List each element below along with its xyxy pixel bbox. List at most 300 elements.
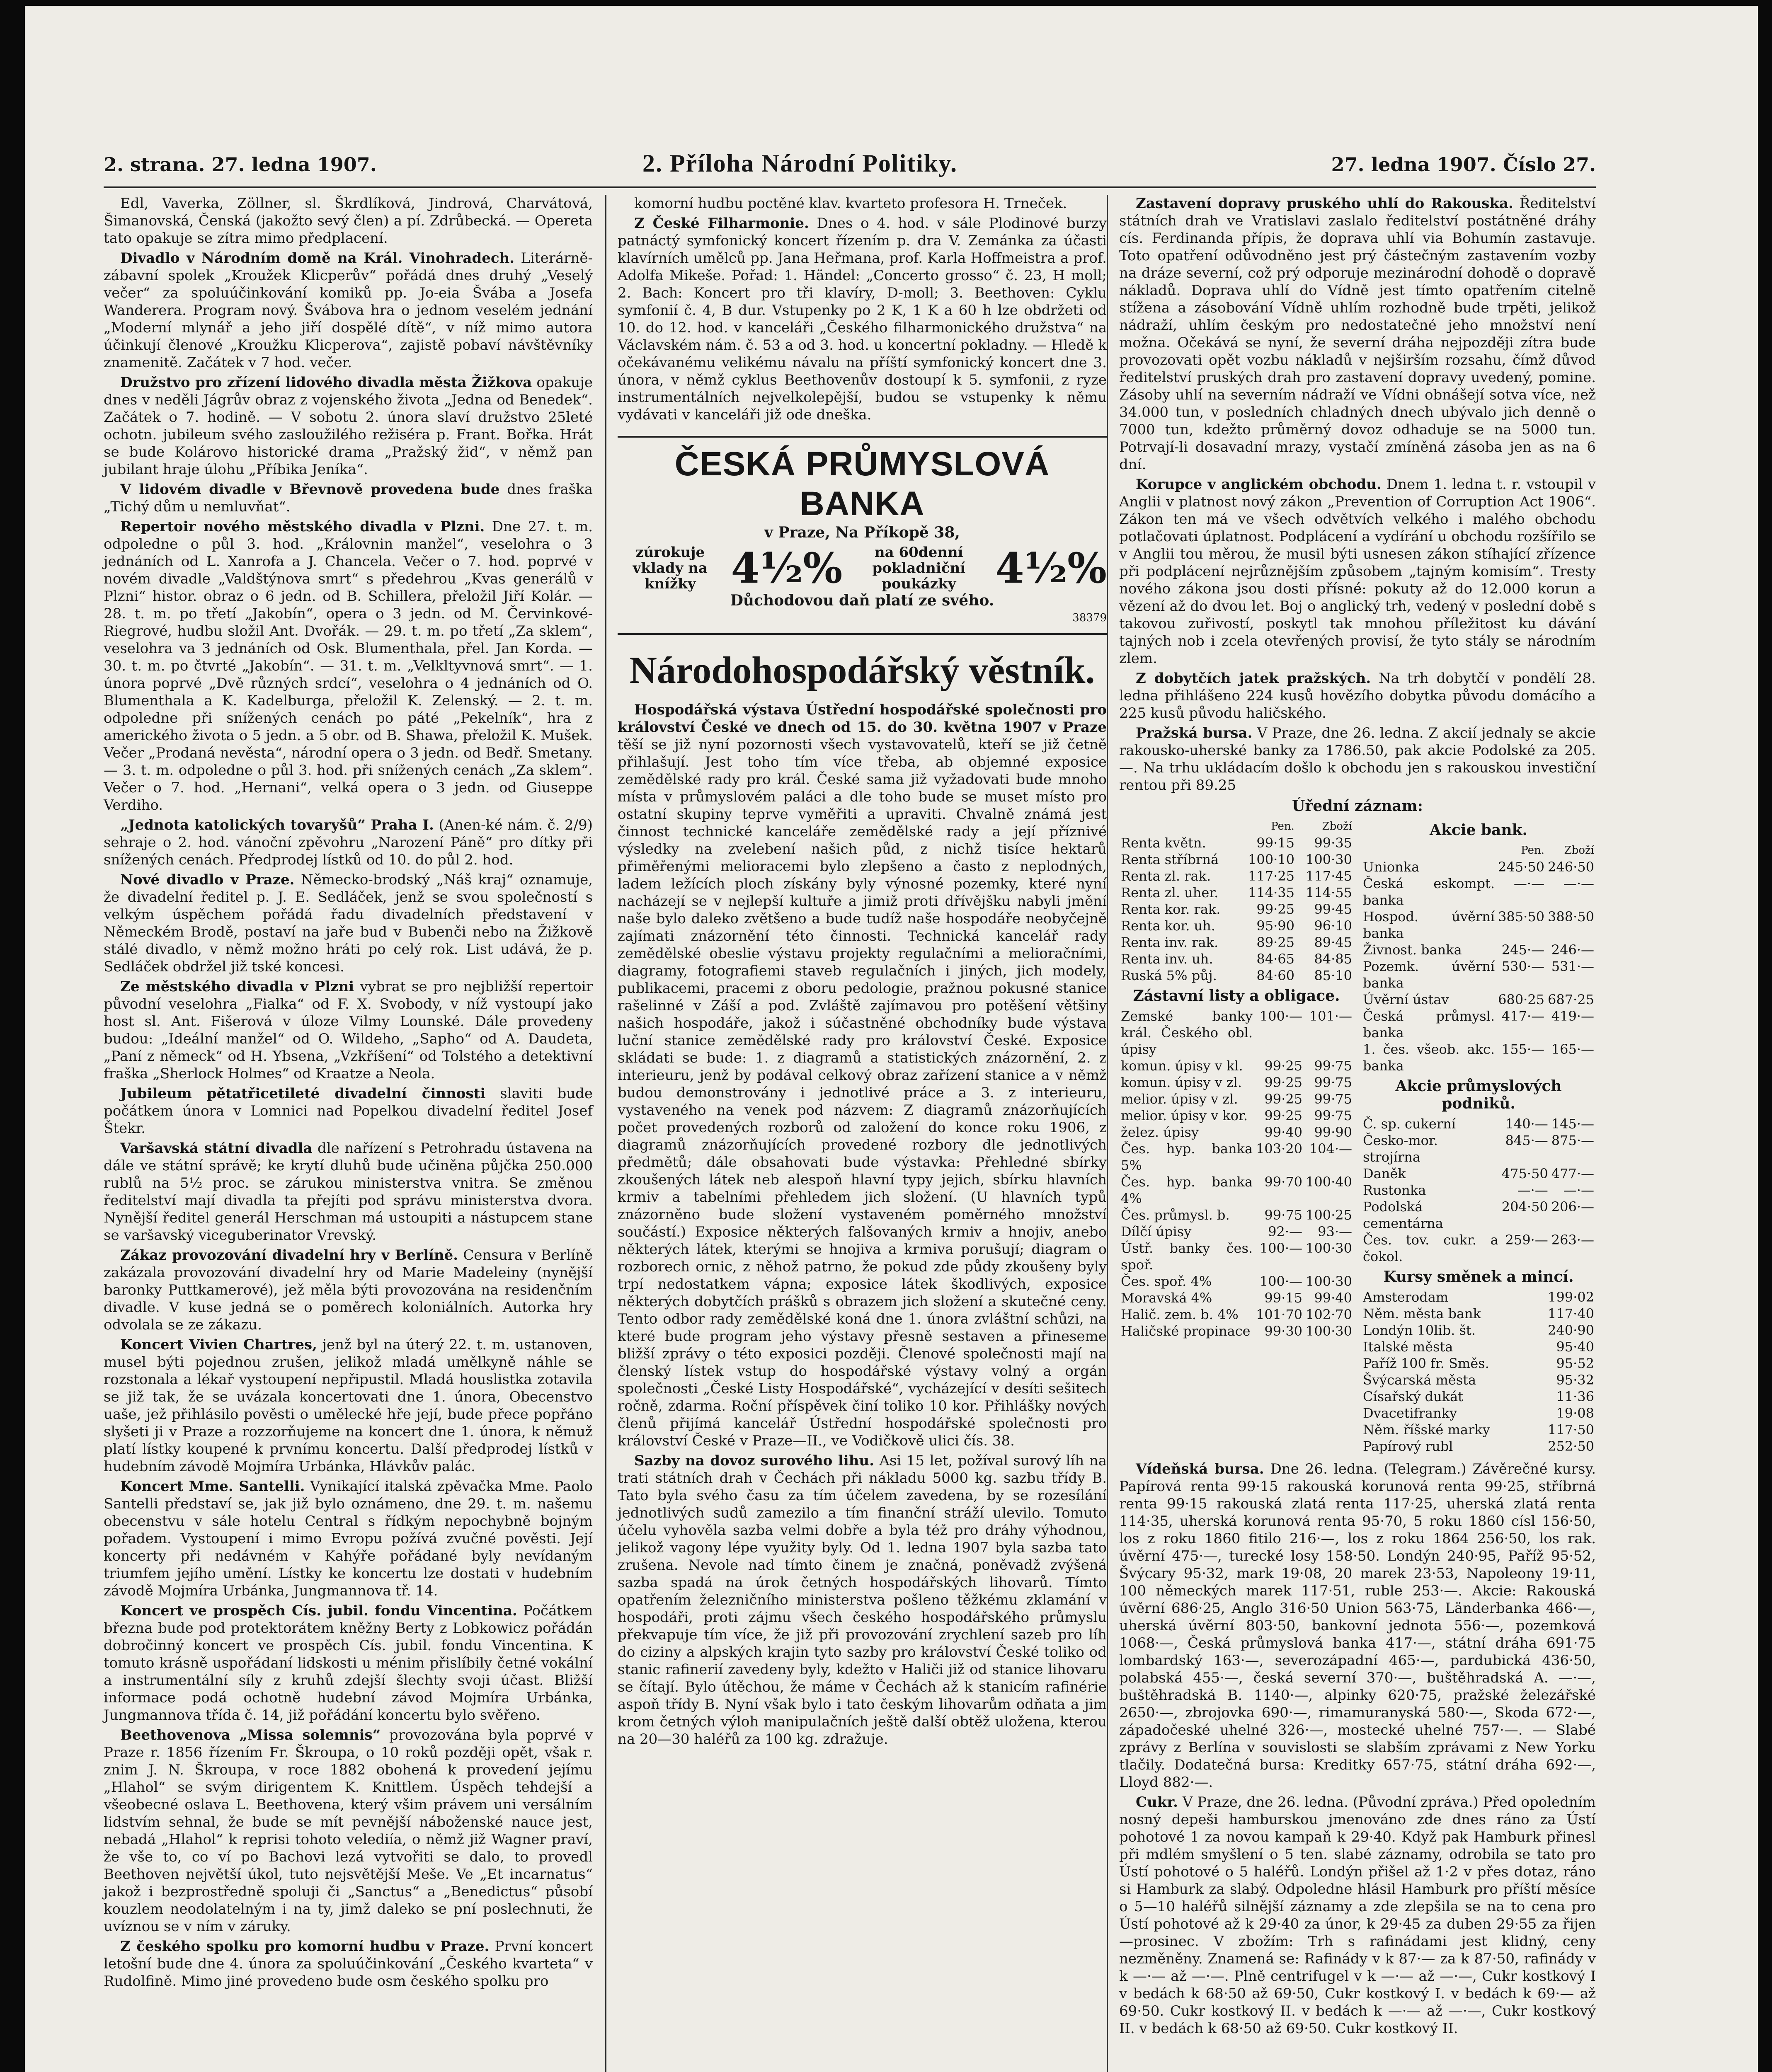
quote-value: 99·70 xyxy=(1264,1174,1303,1190)
quote-value: 99·90 xyxy=(1314,1124,1352,1140)
quote-value: 100·30 xyxy=(1306,1240,1352,1256)
section-title: Národohospodářský věstník. xyxy=(629,649,1095,691)
article-paragraph xyxy=(104,871,593,975)
quote-row xyxy=(1119,1107,1354,1124)
quote-value: 99·25 xyxy=(1256,901,1294,917)
article-text: V Praze, dne 26. ledna. Z akcií jednaly se akcie rakousko-uherské banky za 1786.50, pak akcie Podolské za 205.—. Na trhu ukládacím došlo k obchodu jen s rakouskou investiční rentou při 89.25 xyxy=(1119,725,1596,794)
quote-label: Česká eskompt. banka xyxy=(1363,876,1495,908)
bank-notes-label: na 60denní pokladniční poukázky xyxy=(872,544,966,592)
quote-label: 1. čes. všeob. akc. banka xyxy=(1363,1041,1495,1074)
article-paragraph xyxy=(1119,195,1596,473)
article-heading: Jubileum pětatřicetileté divadelní činnosti xyxy=(120,1085,486,1102)
quotes-header-cell xyxy=(1119,818,1239,835)
quotes-right-table xyxy=(1361,842,1596,1074)
quote-label: Hospod. úvěrní banka xyxy=(1363,909,1495,941)
quote-row xyxy=(1361,1232,1596,1265)
quote-label: komun. úpisy v zl. xyxy=(1121,1075,1242,1090)
quote-value: 102·70 xyxy=(1306,1307,1352,1322)
bank-title: ČESKÁ PRŮMYSLOVÁ BANKA xyxy=(674,445,1050,523)
quote-row xyxy=(1119,917,1354,934)
quote-label: Císařský dukát xyxy=(1363,1389,1463,1404)
quote-row xyxy=(1361,1305,1596,1322)
quote-row xyxy=(1361,1405,1596,1421)
quotes-header-cell: Zboží xyxy=(1564,844,1594,857)
quote-row xyxy=(1119,868,1354,884)
quote-row xyxy=(1119,1091,1354,1107)
bourse-quotes xyxy=(1119,818,1596,1455)
bank-rate-1: 4½% xyxy=(731,544,843,593)
article-heading: Korupce v anglickém obchodu. xyxy=(1136,476,1382,493)
article-heading: Koncert Vivien Chartres, xyxy=(120,1336,317,1353)
article-text: Asi 15 let, požíval surový líh na trati státních drah v Čechách při nákladu 5000 kg. sazbu třídy B. Tato byla svého času za tím účelem zavedena, by se rozesílání jednotlivých sudů zamezilo a tím finanční stráží ulevilo. Tomuto účelu vyhověla sazba velmi dobře a byla též pro dráhy výhodnou, jelikož vagony lépe využity byly. Od 1. ledna 1907 byla sazba tato zrušena. Nevole nad tímto činem je značná, poněvadž zvýšená sazba spadá na úrok četných hospodářských lihovarů. Tímto opatřením železničního ministerstva pošleno těžkému zklamání v hospodáři, proti zájmu všech českého hospodářského průmyslu překvapuje tím více, že již při provozování zrychlení sazeb pro líh do ciziny a alpských krajin tyto sazby pro království České toliko od stanic rafinerií zavedeny byly, kdežto v Haliči již od stanice lihovaru se čítají. Bylo útěchou, že máme v Čechách až k stanicím rafinérie aspoň třídy B. Nyní však bylo i tato českým lihovarům odňata a jim krom četných výloh manipulačních ještě další obtěž uložena, kterou na 20—30 haléřů za 100 kg. zdražuje. xyxy=(618,1452,1107,1748)
quote-value: 145·— xyxy=(1551,1116,1594,1132)
quotes-right xyxy=(1361,818,1596,1455)
quote-value: 117·50 xyxy=(1548,1422,1594,1438)
quote-row xyxy=(1119,1290,1354,1306)
quote-row xyxy=(1119,851,1354,868)
quote-label: Renta kor. rak. xyxy=(1121,901,1221,917)
quote-label: Amsterodam xyxy=(1363,1289,1449,1305)
article-paragraph xyxy=(104,1247,593,1334)
quotes-right3-table xyxy=(1361,1289,1596,1455)
article-heading: Hospodářská výstava Ústřední hospodářské společnosti pro království České ve dnech od 15. do 30. května 1907 v Praze xyxy=(618,702,1107,736)
quote-label: Italské města xyxy=(1363,1339,1453,1355)
bank-code: 38379 xyxy=(1072,612,1107,624)
quote-value: 92·— xyxy=(1268,1224,1303,1239)
article-text: První koncert letošní bude dne 4. února za spoluúčinkování „Českého kvarteta“ v Rudolfině. Mimo jiné provedeno bude osm českého spolku pro xyxy=(104,1938,593,1990)
quotes-left xyxy=(1119,818,1354,1455)
article-text: Dne 26. ledna. (Telegram.) Závěrečné kursy. Papírová renta 99·15 rakouská korunová renta 99·25, stříbrná renta 99·15 rakouská zlatá renta 117·25, uherská zlatá renta 114·35, uherská korunová renta 95·70, 5 roku 1860 císl 156·50, los z roku 1860 fitilo 216·—, los z roku 1864 256·50, los rak. úvěrní 475·—, turecké losy 158·50. Londýn 240·95, Paříž 95·52, Švýcary 95·32, mark 19·08, 20 marek 23·53, Napoleony 19·11, 100 německých marek 117·51, ruble 253·—. Akcie: Rakouská úvěrní 686·25, Anglo 316·50 Union 563·75, Länderbanka 466·—, uherská úvěrní 803·50, bankovní jednota 556·—, pozemková 1068·—, Česká průmyslová banka 417·—, státní dráha 691·75 lombardský 163·—, severozápadní 465·—, pardubická 436·50, polabská 455·—, česká severní 370·—, buštěhradská A. —·—, buštěhradská B. 1140·—, alpinky 620·75, pražské železářské 2650·—, zbrojovka 690·—, rimamuranyská 580·—, Skoda 672·—, západočeské uhelné 326·—, mostecké uhelné 757·—. — Slabé zprávy z Berlína v souvislosti se slabším zprávami z New Yorku tlačily. Dodatečná bursa: Kreditky 657·75, státní dráha 692·—, Lloyd 882·—. xyxy=(1119,1461,1596,1791)
article-text: jenž byl na úterý 22. t. m. ustanoven, musel býti pojednou zrušen, jelikož mladá umělkyně náhle se rozstonala a lékař vystoupení nepřipustil. Mladá houslistka zotavila se již tak, že se uvázala koncertovati dne 1. února, Obecenstvo uaše, jež přihlásilo pověsti o umělecké hře její, bude přece popřáno slyšeti ji v Praze a rozzorňujeme na koncert dne 1. února, k němuž platí lístky koupené k prvnímu koncertu. Další předprodej lístků v hudebním závodě Mojmíra Urbánka, Hlávkův palác. xyxy=(104,1336,593,1475)
quote-label: Švýcarská města xyxy=(1363,1372,1476,1388)
quote-row xyxy=(1361,1116,1596,1132)
quote-value: —·— xyxy=(1563,1182,1594,1198)
quote-row xyxy=(1119,1223,1354,1240)
article-text: Německo-brodský „Náš kraj“ oznamuje, že divadelní ředitel p. J. E. Sedláček, jenž se svou společností s velkým úspěchem pořádá řadu divadelních představení v Německém Brodě, postaví na jaře bud v Bubenči nebo na Žižkově stálé divadlo, v němž možno hráti po celý rok. List udává, že p. Sedláček obdržel již tské koncesi. xyxy=(104,871,593,975)
quote-value: 99·25 xyxy=(1264,1075,1303,1090)
quote-value: 101·— xyxy=(1309,1008,1352,1024)
quote-label: melior. úpisy v kor. xyxy=(1121,1108,1248,1123)
quote-value: 530·— xyxy=(1501,959,1545,974)
article-heading: Beethovenova „Missa solemnis“ xyxy=(120,1727,381,1743)
article-paragraph xyxy=(1119,1794,1596,2037)
article-paragraph xyxy=(1119,724,1596,794)
quotes-header-cell: Pen. xyxy=(1521,844,1545,857)
quote-value: 11·36 xyxy=(1556,1389,1594,1404)
col3-end-articles xyxy=(1119,1460,1596,2037)
quotes-header-row xyxy=(1119,818,1354,835)
quote-label: Česká průmysl. banka xyxy=(1363,1008,1495,1041)
header-center: 2. Příloha Národní Politiky. xyxy=(642,150,958,177)
column-divider xyxy=(605,195,606,2072)
quote-label: Podolská cementárna xyxy=(1363,1199,1443,1231)
quote-value: 680·25 xyxy=(1498,992,1545,1007)
column-theatre-news xyxy=(104,195,593,1992)
quote-value: 259·— xyxy=(1505,1232,1548,1248)
quote-row xyxy=(1361,1008,1596,1041)
quote-row xyxy=(1361,1421,1596,1438)
quote-label: Renta zl. rak. xyxy=(1121,868,1211,884)
article-paragraph xyxy=(104,1336,593,1475)
article-paragraph xyxy=(104,1726,593,1935)
quote-label: Dvacetifranky xyxy=(1363,1405,1457,1421)
column-economy xyxy=(618,195,1107,1750)
quote-row xyxy=(1361,958,1596,991)
article-text: Vynikající italská zpěvačka Mme. Paolo Santelli představí se, jak již bylo oznámeno, dne 29. t. m. našemu obecenstvu v sále hotelu Central s řídkým nepochybně bojným pořadem. Vystoupení i mimo Evropu požívá zvučné pověsti. Její koncerty při nedávném v Kahýře pořádané byly nevídaným triumfem jejího umění. Lístky ke koncertu lze dostati v hudebním závodě Mojmíra Urbánka, Jungmannova tř. 14. xyxy=(104,1478,593,1599)
quote-row xyxy=(1361,908,1596,942)
quote-label: melior. úpisy v zl. xyxy=(1121,1091,1238,1107)
quote-label: Renta kor. uh. xyxy=(1121,918,1215,934)
quote-label: Živnost. banka xyxy=(1363,942,1462,958)
article-text: Na trh dobytčí v pondělí 28. ledna přihlášeno 224 kusů hovězího dobytka původu domácího a 225 kusů původu haličského. xyxy=(1119,670,1596,721)
quote-value: 417·— xyxy=(1501,1008,1545,1024)
article-heading: Cukr. xyxy=(1136,1794,1178,1811)
quote-value: 100·— xyxy=(1259,1008,1303,1024)
quote-label: Halič. zem. b. 4% xyxy=(1121,1307,1239,1322)
quote-row xyxy=(1361,1339,1596,1355)
quotes-header-cell: Zboží xyxy=(1322,820,1352,833)
article-text: Edl, Vaverka, Zöllner, sl. Škrdlíková, Jindrová, Charvátová, Šimanovská, Čenská (jakožto sevý člen) a pí. Zdrůbecká. — Opereta tato opakuje se zítra mimo předplacení. xyxy=(104,195,593,247)
quote-value: 475·50 xyxy=(1501,1166,1548,1181)
quote-value: 95·40 xyxy=(1556,1339,1594,1355)
quote-row xyxy=(1361,1322,1596,1339)
quote-value: —·— xyxy=(1563,876,1594,891)
quote-row xyxy=(1361,1355,1596,1372)
quote-label: Ruská 5% půj. xyxy=(1121,968,1217,983)
quote-value: 100·30 xyxy=(1306,1273,1352,1289)
quote-label: Renta zl. uher. xyxy=(1121,885,1219,900)
quote-row xyxy=(1119,1273,1354,1290)
article-text: opakuje dnes v neděli Jágrův obraz z vojenského života „Jedna od Benedek“. Začátek o 7. hodině. — V sobotu 2. února slaví družstvo 25leté ochotn. jubileum svého zasloužilého režiséra p. Frant. Bořka. Hrát se bude Kolárovo historické drama „Pražský žid“, v němž pan jubilant hraje úlohu „Příbika Jeníka“. xyxy=(104,374,593,478)
quote-label: Č. sp. cukerní xyxy=(1363,1116,1456,1132)
quote-value: 99·25 xyxy=(1264,1058,1303,1074)
quote-value: 99·40 xyxy=(1264,1124,1303,1140)
article-text: těší se již nyní pozornosti všech vystavovatelů, kteří se již četně přihlašují. Jest toho tím více třeba, ab objemné exposice zemědělské rady pro král. České sama již vyžadovati bude mnoho místa v průmyslovém paláci a dle toho bude se muset místo pro ostatní skupiny teprve vyměřiti a upraviti. Chvalně známá jest činnost technické kanceláře zemědělské rady a její příznivé výsledky na zvelebení našich půd, z nichž tisíce hektarů přiměřenými melioracemi bylo zlepšeno a často z neplodných, ladem ležících ploch získány byly výnosné pozemky, které nyní nacházejí se v nejlepší kultuře a jimiž proti dřívějšku nabyli jmění naše bylo daleko zvětšeno a bude tudíž naše hospodáře neobyčejně zajímati znázornění této činnosti. Technická kancelář rady zemědělské obeslie výstavu projekty regulačními a melioračními, diagramy, fotografiemi staveb regulačních i jiných, jich modely, publikacemi, pracemi z oboru pedologie, pražnou pokusné stanice rašelinné v Záší a pod. Zvláště zajímavou pro potěšení většiny našich hospodáře, jakož i súčastněné obchodníky bude výstava luční stanice zemědělské rady pro království České. Exposice skládati se bude: 1. z diagramů a statistických znázornění, 2. z interieuru, jenž by podával celkový obraz zařízení stanice a v němž budou demonstrovány i jednotlivé práce a 3. z interieuru, vystaveného na venek pod názvem: Z diagramů znázorňujících počet provedených rozborů od založení do konce roku 1906, z diagramů znázorňujících provedené rozbory dle jednotlivých předmětů; dále obsahovati bude výstavka: Přehledné sbírky zkoušených látek neb alespoň hlavní typy jejich, sbírku hlavních krmiv a tabelními přehledem jich složení. (U hlavních typů znázorněno bude složení vystaveném poměrného množství součástí.) Exposice některých falšovaných krmiv a hnojiv, anebo některých látek, kterými se hnojiva a krmiva porušují; diagram o rozborech ornic, z něhož patrno, že pokud zde půdy zkoušeny byly trpí nedostatkem vápna; exposice látek škodlivých, exposice některých dobytčích prášků s obrazem jich složení a skutečné ceny. Tento odbor rady zemědělské koná dne 1. února zvláštní schůzi, na které bude program jeho výstavy přesně sestaven a přineseme bližší zprávy o této exposici později. Členové společnosti mají na členský lístek vstup do hospodářské výstavy volný a orgán společnosti „České Listy Hospodářské“, vycházející v desíti sešitech ročně, zdarma. Roční příspěvek činí toliko 10 kor. Přihlášky nových členů přijímá kancelář Ústřední hospodářské společnosti pro království České v Praze—II., ve Vodičkově ulici čís. 38. xyxy=(618,736,1107,1449)
quote-row xyxy=(1119,835,1354,851)
quote-value: 89·25 xyxy=(1256,934,1294,950)
quote-label: Ústř. banky čes. spoř. xyxy=(1121,1240,1253,1273)
article-text: Dnes o 4. hod. v sále Plodinové burzy patnáctý symfonický koncert řízením p. dra V. Zemánka za účasti klavírních umělců pp. Jana Heřmana, prof. Karla Hoffmeistra a prof. Adolfa Mikeše. Pořad: 1. Händel: „Concerto grosso“ č. 23, H moll; 2. Bach: Koncert pro tři klavíry, D-moll; 3. Beethoven: Cyklu symfonií č. 4, B dur. Vstupenky po 2 K, 1 K a 60 h lze obdržeti od 10. do 12. hod. v kanceláři „Českého filharmonického družstva“ na Václavském nám. č. 53 a od 3. hod. u koncertní pokladny. — Hledě k očekávanému velikému návalu na příští symfonický koncert dne 3. února, v němž cyklus Beethovenův dostoupí k 5. symfonii, z ryze instrumentálních nejvelkolepější, budou se vstupenky k němu vydávati v kanceláři již ode dneška. xyxy=(618,215,1107,423)
quote-value: 100·40 xyxy=(1306,1174,1352,1190)
quote-label: Moravská 4% xyxy=(1121,1290,1212,1306)
quotes-header-row xyxy=(1361,842,1596,859)
quote-row xyxy=(1119,967,1354,984)
bank-address: v Praze, Na Příkopě 38, xyxy=(764,524,960,541)
quote-value: 140·— xyxy=(1505,1116,1548,1132)
quote-label: Něm. říšské marky xyxy=(1363,1422,1490,1438)
quote-row xyxy=(1119,1124,1354,1140)
quote-row xyxy=(1361,1041,1596,1074)
quote-value: 165·— xyxy=(1551,1041,1594,1057)
quote-value: 100·— xyxy=(1259,1273,1303,1289)
quote-value: 99·40 xyxy=(1314,1290,1352,1306)
quote-value: 117·45 xyxy=(1306,868,1352,884)
quote-row xyxy=(1119,901,1354,917)
article-heading: Z dobytčích jatek pražských. xyxy=(1136,670,1371,687)
quote-label: želez. úpisy xyxy=(1121,1124,1199,1140)
quote-value: 100·10 xyxy=(1248,852,1294,867)
quote-value: 99·75 xyxy=(1314,1108,1352,1123)
quote-value: 93·— xyxy=(1318,1224,1352,1239)
quote-row xyxy=(1119,1174,1354,1207)
article-heading: Sazby na dovoz surového lihu. xyxy=(634,1452,874,1469)
article-heading: Z českého spolku pro komorní hudbu v Praze. xyxy=(120,1938,490,1955)
quote-value: 85·10 xyxy=(1314,968,1352,983)
quote-value: 477·— xyxy=(1551,1166,1594,1181)
quote-label: Rustonka xyxy=(1363,1182,1426,1198)
quote-label: Zemské banky král. Českého obl. úpisy xyxy=(1121,1008,1253,1057)
article-paragraph xyxy=(104,481,593,516)
quote-label: Dílčí úpisy xyxy=(1121,1224,1192,1239)
quote-label: Čes. spoř. 4% xyxy=(1121,1273,1212,1289)
article-heading: Zákaz provozování divadelní hry v Berlíně. xyxy=(120,1247,458,1264)
quote-value: 117·25 xyxy=(1248,868,1294,884)
quote-value: 99·15 xyxy=(1256,835,1294,851)
article-heading: „Jednota katolických tovaryšů“ Praha I. xyxy=(120,817,434,833)
article-text: Počátkem března bude pod protektorátem kněžny Berty z Lobkowicz pořádán dobročinný koncert ve prospěch Cís. jubil. fondu Vincentina. K tomuto krásně uspořádaní lidskosti u ménim přislíbily četné vokální a instrumentální síly z kruhů zdejší šlechty svoji účast. Bližší informace podá ochotně hudební závod Mojmíra Urbánka, Jungmannova třída č. 14, již pořádání koncertu bylo svěřeno. xyxy=(104,1602,593,1723)
quote-value: 100·— xyxy=(1259,1240,1303,1256)
article-heading: Vídeňská bursa. xyxy=(1136,1461,1264,1477)
quote-label: Čes. tov. cukr. a čokol. xyxy=(1363,1232,1498,1264)
article-heading: Divadlo v Národním domě na Král. Vinohradech. xyxy=(120,250,515,266)
article-heading: Koncert Mme. Santelli. xyxy=(120,1478,305,1495)
col2-articles xyxy=(618,701,1107,1748)
bank-advertisement xyxy=(618,436,1107,635)
quote-value: 99·15 xyxy=(1264,1290,1303,1306)
quote-value: 84·85 xyxy=(1314,951,1352,967)
header-left: 2. strana. 27. ledna 1907. xyxy=(104,153,377,176)
quote-row xyxy=(1119,934,1354,951)
article-paragraph xyxy=(104,1938,593,1990)
quote-label: Něm. města bank xyxy=(1363,1306,1481,1322)
article-heading: Zastavení dopravy pruského uhlí do Rakouska. xyxy=(1136,195,1513,212)
quote-row xyxy=(1361,1372,1596,1388)
bank-note: Důchodovou daň platí ze svého. xyxy=(730,592,994,609)
quotes-left2-table xyxy=(1119,1008,1354,1339)
quote-value: 419·— xyxy=(1551,1008,1594,1024)
quote-value: 252·50 xyxy=(1548,1438,1594,1454)
quote-value: 687·25 xyxy=(1548,992,1594,1007)
quote-label: Papírový rubl xyxy=(1363,1438,1453,1454)
article-text: Dne 27. t. m. odpoledne o půl 3. hod. „Královnin manžel“, veselohra o 3 jednáních od L. Xanrofa a J. Chancela. Večer o 7. hod. poprvé v novém divadle „Valdštýnova smrt“ s předehrou „Kvas generálů v Plzni“ histor. obraz o 6 jedn. od B. Schillera, přeložil Jiří Kolár. — 28. t. m. po třetí „Jakobín“, opera o 3 jedn. od M. Červinkové-Riegrové, hudbu složil Ant. Dvořák. — 29. t. m. po třetí „Za sklem“, veselohra va 3 jednáních od Osk. Blumenthala, přel. Jan Korda. — 30. t. m. po čtvrté „Jakobín“. — 31. t. m. „Velkltyvnová smrt“. — 1. února poprvé „Dvě různých srdcí“, veselohra o 4 jednáních od O. Blumenthala a K. Kadelburga, přeložil K. Zelenský. — 2. t. m. odpoledne při snížených cenách po páté „Pekelník“, hra z amerického života o 5 jedn. a 5 obr. od B. Shawa, přeložil K. Mušek. Večer „Prodaná nevěsta“, národní opera o 3 jedn. od Bedř. Smetany. — 3. t. m. odpoledne o půl 3. hod. při snížených cenách „Za sklem“. Večer o 7. hod. „Hernani“, velká opera o 3 jedn. od Giuseppe Verdiho. xyxy=(104,518,593,813)
article-paragraph xyxy=(104,1140,593,1244)
article-text: slaviti bude počátkem února v Lomnici nad Popelkou divadelní ředitel Josef Štekr. xyxy=(104,1085,593,1137)
quotes-right3-title: Kursy směnek a mincí. xyxy=(1383,1268,1574,1285)
quote-row xyxy=(1361,1388,1596,1405)
quote-row xyxy=(1361,875,1596,908)
quote-label: Česko-mor. strojírna xyxy=(1363,1133,1438,1165)
quote-value: 95·90 xyxy=(1256,918,1294,934)
article-heading: Družstvo pro zřízení lidového divadla města Žižkova xyxy=(120,374,532,391)
article-paragraph xyxy=(104,374,593,478)
quote-value: 155·— xyxy=(1501,1041,1545,1057)
quote-row xyxy=(1361,1132,1596,1165)
quote-row xyxy=(1119,1140,1354,1174)
newspaper-page xyxy=(104,149,1596,2072)
quote-value: 240·90 xyxy=(1548,1322,1594,1338)
quote-row xyxy=(1361,1438,1596,1455)
quote-value: 99·45 xyxy=(1314,901,1352,917)
article-heading: Z České Filharmonie. xyxy=(634,215,809,232)
quote-value: 206·— xyxy=(1551,1199,1594,1215)
bank-deposit-label: zúrokuje vklady na knížky xyxy=(633,544,708,592)
quote-value: 199·02 xyxy=(1548,1289,1594,1305)
article-paragraph xyxy=(618,701,1107,1450)
quote-value: 100·30 xyxy=(1306,852,1352,867)
quote-row xyxy=(1119,884,1354,901)
article-paragraph xyxy=(1119,476,1596,667)
bank-rate-2: 4½% xyxy=(995,544,1107,593)
article-paragraph xyxy=(104,1085,593,1137)
quote-value: 104·— xyxy=(1309,1141,1352,1157)
quote-value: 845·— xyxy=(1505,1133,1548,1148)
quote-label: Pozemk. úvěrní banka xyxy=(1363,959,1495,991)
quote-value: 19·08 xyxy=(1556,1405,1594,1421)
quote-value: 100·25 xyxy=(1306,1207,1352,1223)
article-paragraph xyxy=(1119,670,1596,722)
quote-label: Renta květn. xyxy=(1121,835,1206,851)
article-paragraph xyxy=(104,1478,593,1600)
quote-value: 246·— xyxy=(1551,942,1594,958)
quote-row xyxy=(1119,1323,1354,1339)
quote-value: 388·50 xyxy=(1548,909,1594,925)
quote-value: 245·— xyxy=(1501,942,1545,958)
article-text: Literárně-zábavní spolek „Kroužek Klicperův“ pořádá dnes druhý „Veselý večer“ za spoluúčinkování komiků pp. Jo-eia Švába a Josefa Wanderera. Program nový. Švábova hra o jednom veselém jednání „Moderní mlynář a jeho jiří dospělé dítě“, v níž mimo autora účinkují členové „Kroužku Klicperova“, zajistě pobaví návštěvníky znamenitě. Začátek v 7 hod. večer. xyxy=(104,250,593,371)
article-paragraph xyxy=(104,816,593,869)
article-heading: Nové divadlo v Praze. xyxy=(120,871,295,888)
article-heading: V lidovém divadle v Břevnově provedena bude xyxy=(120,481,500,498)
quotes-title: Úřední záznam: xyxy=(1292,797,1423,815)
quotes-right-title: Akcie bank. xyxy=(1429,821,1528,839)
article-text: V Praze, dne 26. ledna. (Původní zpráva.) Před opoledním nosný depeši hamburskou jmenováno zde dnes ráno za Ústí pohotové 1 za novou kampaň k 29·40. Když pak Hamburk přinesl při mdlém smyšlení o 5 ten. slabé záznamy, odrobila se tato pro Ústí pohotové o 5 haléřů. Londýn přišel až 1·2 v přes dotaz, ráno si Hamburk za slabý. Odpoledne hlásil Hamburk pro příští měsíce o 5—10 haléřů silnější záznamy a zde zlepšila se na to cena pro Ústí pohotové až k 29·40 za únor, k 29·45 za duben 29·55 za řijen—prosinec. V zbožím: Trh s rafinádami jest klidný, ceny nezměněny. Znamená se: Rafinády v k 87·— za k 87·50, rafinády v k —·— až —·—. Plně centrifugel v k —·— až —·—, Cukr kostkový I v bedách k 68·50 až 69·50, Cukr kostkový I. v bedách k 69·— až 69·50. Cukr kostkový II. v bedách k —·— až —·—, Cukr kostkový II. v bedách k 68·50 až 69·50. Cukr kostkový II. xyxy=(1119,1794,1596,2037)
column-markets xyxy=(1119,195,1596,2040)
quote-label: Daněk xyxy=(1363,1166,1406,1181)
article-paragraph xyxy=(104,195,593,247)
article-heading: Varšavská státní divadla xyxy=(120,1140,313,1157)
quotes-left2-title: Zástavní listy a obligace. xyxy=(1133,987,1340,1005)
header-right: 27. ledna 1907. Číslo 27. xyxy=(1331,153,1596,176)
quote-value: 95·52 xyxy=(1556,1356,1594,1371)
article-paragraph xyxy=(618,195,1107,212)
quote-label: Unionka xyxy=(1363,859,1420,875)
quote-row xyxy=(1119,1008,1354,1058)
quote-row xyxy=(1119,1306,1354,1323)
article-text: (Anen-ké nám. č. 2/9) sehraje o 2. hod. vánoční zpěvohru „Narození Páně“ pro dítky při snížených cenách. Předprodej lístků od 10. do půl 2. hod. xyxy=(104,817,593,868)
article-paragraph xyxy=(104,518,593,814)
page-header xyxy=(104,149,1596,178)
article-text: dle nařízení s Petrohradu ústavena na dále ve státní správě; ke krytí dluhů bude učiněna půjčka 250.000 rublů na 5½ proc. se zárukou ministerstva vnitra. Se změnou ředitelství mají divadla ta přejíti pod správu ministerstva dvora. Nynější ředitel generál Herschman má ustoupiti a nástupcem stane se varšavský viceguberinator Vrevský. xyxy=(104,1140,593,1244)
quote-value: 531·— xyxy=(1551,959,1594,974)
article-text: provozována byla poprvé v Praze r. 1856 řízením Fr. Škroupa, o 10 roků později opět, však r. znim J. N. Škroupa, v roce 1882 obohená k provedení jejímu „Hlahol“ se svým dirigentem K. Knittlem. Úspěch tehdejší a všeobecné oslava L. Beethovena, který všim právem uni versálním lidstvím sehnal, že bude se mít pevnější náboženské nauce jest, nebadá „Hlahol“ k reprisi tohoto velediía, o němž již Wagner praví, že vše to, co ví po Bachovi lezá vytvořiti se dalo, to provedl Beethoven největší úkol, tuto nejsvětější Meše. Ve „Et incarnatus“ jakož i bezprostředně spoluji či „Sanctus“ a „Benedictus“ působí kouzlem neodolatelným i na ty, jimž daleko se pní poslechnuti, že uvíznou se v ním v záruky. xyxy=(104,1727,593,1935)
quote-value: 99·25 xyxy=(1264,1108,1303,1123)
quote-row xyxy=(1119,1207,1354,1223)
article-paragraph xyxy=(1119,1460,1596,1791)
quote-value: 385·50 xyxy=(1498,909,1545,925)
quote-value: 117·40 xyxy=(1548,1306,1594,1322)
quote-row xyxy=(1119,951,1354,967)
article-text: komorní hudbu poctěné klav. kvarteto profesora H. Trneček. xyxy=(634,195,1067,212)
quote-label: Úvěrní ústav xyxy=(1363,992,1449,1007)
quote-value: 95·32 xyxy=(1556,1372,1594,1388)
quote-value: 99·75 xyxy=(1314,1058,1352,1074)
quote-label: Čes. hyp. banka 4% xyxy=(1121,1174,1253,1206)
article-text: dnes fraška „Tichý dům u nemluvňat“. xyxy=(104,481,593,515)
quote-label: Londýn 10lib. št. xyxy=(1363,1322,1476,1338)
quote-label: Renta inv. uh. xyxy=(1121,951,1213,967)
quote-row xyxy=(1361,991,1596,1008)
quote-value: 99·25 xyxy=(1264,1091,1303,1107)
quote-label: komun. úpisy v kl. xyxy=(1121,1058,1243,1074)
quotes-header-cell: Pen. xyxy=(1271,820,1294,833)
quote-value: 99·75 xyxy=(1314,1075,1352,1090)
quote-label: Renta stříbrná xyxy=(1121,852,1219,867)
quote-label: Haličské propinace xyxy=(1121,1323,1251,1339)
quote-value: 99·30 xyxy=(1264,1323,1303,1339)
quote-value: 114·55 xyxy=(1306,885,1352,900)
quotes-left-table xyxy=(1119,818,1354,984)
quote-row xyxy=(1361,1182,1596,1198)
article-heading: Pražská bursa. xyxy=(1136,725,1253,741)
quote-value: 89·45 xyxy=(1314,934,1352,950)
article-text: Censura v Berlíně zakázala provozování divadelní hry od Marie Madeleiny (nynější baronky Puttkamerové), jež měla býti provozována na residenčním divadle. V kuse jedná se o poměrech koloniálních. Autorka hry odvolala se ze zákazu. xyxy=(104,1247,593,1333)
quote-value: 101·70 xyxy=(1256,1307,1303,1322)
article-text: Dnem 1. ledna t. r. vstoupil v Anglii v platnost nový zákon „Prevention of Corruption Act 1906“. Zákon ten má ve všech odvětvích velkého i malého obchodu potlačovati úplatnost. Podplácení a vydírání u obchodu rozšířilo se v Anglii tou měrou, že musil býti usnesen zákon stíhající zřízence při podplácení nejrůznějším způsobem „tajným komisím“. Tresty nového zákona jsou dosti přísné: pokuty až do 12.000 korun a vězení až do dvou let. Boj o anglický trh, vedený v poslední době s takovou zuřivostí, poskytl tak mnohou příležitost ku dávání tajných nob i zcela otevřených provisí, že tyto stály se národním zlem. xyxy=(1119,476,1596,667)
quote-label: Renta inv. rak. xyxy=(1121,934,1219,950)
article-paragraph xyxy=(104,1602,593,1724)
quote-row xyxy=(1361,859,1596,875)
quote-value: 114·35 xyxy=(1248,885,1294,900)
article-text: vybrat se pro nejbližší repertoir původní veselohra „Fialka“ od F. X. Svobody, v níž vystoupí jako host sl. Ant. Fišerová v úloze Vilmy Lounské. Dále provedeny budou: „Ideální manžel“ od O. Wildeho, „Sapho“ od A. Daudeta, „Paní z německ“ od H. Ybsena, „Vzkříšení“ od Tolstého a detektivní fraška „Sherlock Holmes“ od Kraatze a Neola. xyxy=(104,978,593,1082)
quote-row xyxy=(1361,942,1596,958)
article-heading: Koncert ve prospěch Cís. jubil. fondu Vincentina. xyxy=(120,1602,517,1619)
article-paragraph xyxy=(618,1452,1107,1748)
quote-value: 103·20 xyxy=(1256,1141,1303,1157)
quote-value: —·— xyxy=(1513,876,1545,891)
quote-row xyxy=(1361,1198,1596,1232)
quotes-right2-table xyxy=(1361,1116,1596,1265)
article-paragraph xyxy=(618,215,1107,424)
quote-row xyxy=(1119,1058,1354,1074)
quote-label: Čes. hyp. banka 5% xyxy=(1121,1141,1253,1173)
quote-value: 99·75 xyxy=(1314,1091,1352,1107)
column-divider xyxy=(1107,195,1108,2072)
quote-row xyxy=(1119,1074,1354,1091)
quote-value: 204·50 xyxy=(1501,1199,1548,1215)
quotes-right2-title: Akcie průmyslových podniků. xyxy=(1395,1077,1562,1112)
quote-value: 96·10 xyxy=(1314,918,1352,934)
quote-row xyxy=(1361,1289,1596,1305)
quote-value: 99·75 xyxy=(1264,1207,1303,1223)
quote-row xyxy=(1361,1165,1596,1182)
article-paragraph xyxy=(104,978,593,1082)
col2-top-articles xyxy=(618,195,1107,424)
quote-value: 100·30 xyxy=(1306,1323,1352,1339)
quote-value: 263·— xyxy=(1551,1232,1594,1248)
quote-value: 99·35 xyxy=(1314,835,1352,851)
quote-value: 84·60 xyxy=(1256,968,1294,983)
article-heading: Ze městského divadla v Plzni xyxy=(120,978,354,995)
bank-rates xyxy=(618,545,1107,592)
article-text: Ředitelství státních drah ve Vratislavi zaslalo ředitelství postátněné dráhy cís. Ferdinanda přípis, že doprava uhlí via Bohumín zastavuje. Toto opatření odůvodněno jest prý částečným zastavením vozby na dráze severní, což prý odporuje mezinárodní dohodě o dopravě nákladů. Doprava uhlí do Vídně jest tímto opatřením citelně stížena a zásobování Vídně uhlím rozhodně bude trpěti, jelikož nádraží, uhlím českým pro nedostatečné jeho množství není možna. Očekává se nyní, že severní dráha nejpozději zítra bude provozovati opět vozbu nákladů v nejširším rozsahu, čímž důvod ředitelství pruských drah pro zastavení dopravy uvedený, pomine. Zásoby uhlí na severním nádraží ve Vídni obnášejí sotva více, než 34.000 tun, v posledních chladných dnech ubývalo jich denně o 7000 tun, kdežto průměrný dovoz odhaduje se na 5000 tun. Potrvají-li dosavadní mrazy, vystačí zmíněná zásoba jen as na 6 dní. xyxy=(1119,195,1596,473)
quote-label: Čes. průmysl. b. xyxy=(1121,1207,1230,1223)
header-rule xyxy=(104,186,1596,188)
quote-value: 245·50 xyxy=(1498,859,1545,875)
article-heading: Repertoir nového městského divadla v Plzni. xyxy=(120,518,485,535)
quote-row xyxy=(1119,1240,1354,1273)
quote-label: Paříž 100 fr. Směs. xyxy=(1363,1356,1489,1371)
quote-value: 246·50 xyxy=(1548,859,1594,875)
quote-value: 84·65 xyxy=(1256,951,1294,967)
